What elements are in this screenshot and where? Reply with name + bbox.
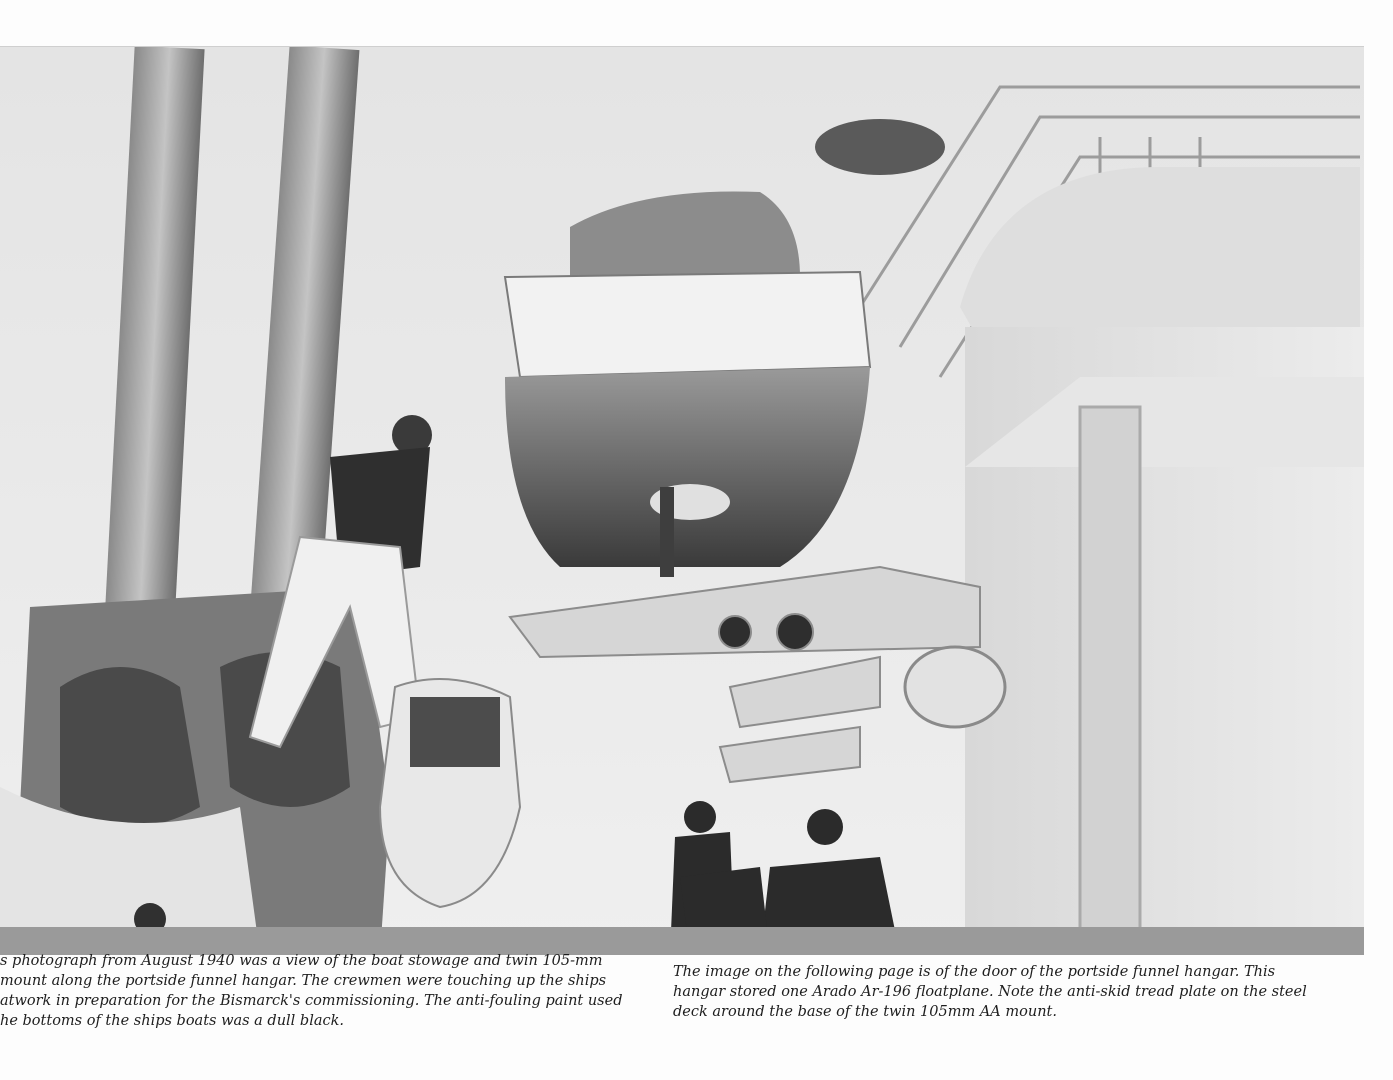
caption-right-line: deck around the base of the twin 105mm AA mount. bbox=[673, 1004, 1057, 1020]
historical-photograph bbox=[0, 46, 1364, 955]
caption-right-line: The image on the following page is of the door of the portside funnel hangar. This bbox=[673, 964, 1276, 980]
hangar-door-frame bbox=[1080, 407, 1140, 947]
photo-illustration bbox=[0, 47, 1364, 955]
caption-right bbox=[673, 962, 1363, 1022]
caption-left-line: mount along the portside funnel hangar. The crewmen were touching up the ships bbox=[0, 973, 607, 989]
caption-left-line: atwork in preparation for the Bismarck's commissioning. The anti-fouling paint used bbox=[0, 993, 623, 1009]
caption-left-line: s photograph from August 1940 was a view of the boat stowage and twin 105-mm bbox=[0, 953, 603, 969]
life-raft-canister bbox=[905, 647, 1005, 727]
caption-right-line: hangar stored one Arado Ar-196 floatplane. Note the anti-skid tread plate on the steel bbox=[673, 984, 1307, 1000]
searchlight-platform bbox=[815, 119, 945, 175]
caption-left-line: he bottoms of the ships boats was a dull black. bbox=[0, 1013, 345, 1029]
caption-left bbox=[0, 951, 660, 1031]
